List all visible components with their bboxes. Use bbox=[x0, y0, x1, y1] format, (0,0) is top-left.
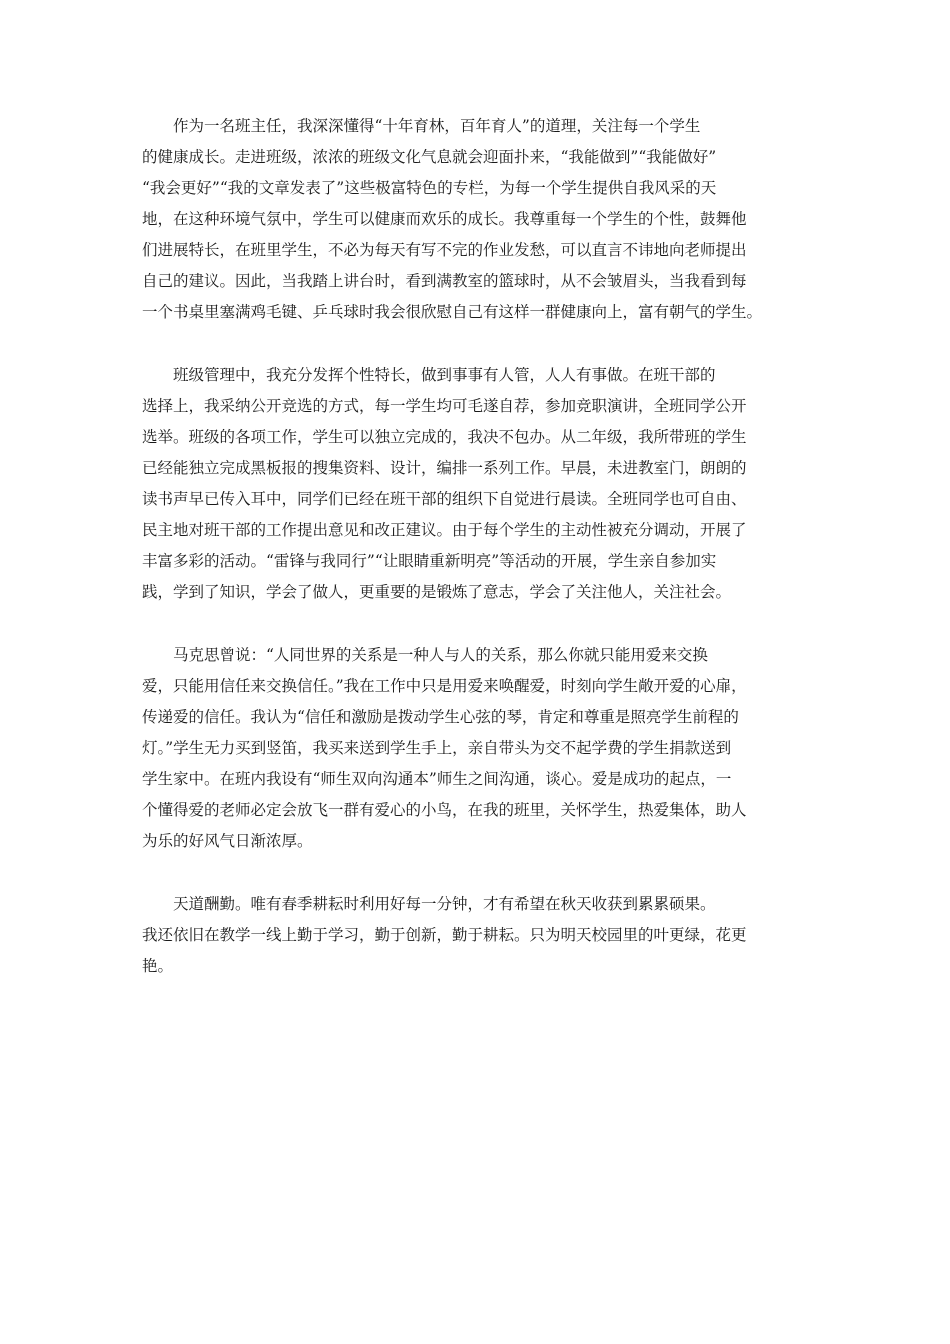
paragraph-diligence: 天道酬勤。唯有春季耕耘时利用好每一分钟，才有希望在秋天收获到累累硕果。 我还依旧在教学一线上勤于学习，勤于创新，勤于耕耘。只为明天校园里的叶更绿，花更 艳。 bbox=[142, 895, 747, 975]
paragraph-class-culture: 作为一名班主任，我深深懂得“十年育林，百年育人”的道理，关注每一个学生 的健康成长。走进班级，浓浓的班级文化气息就会迎面扑来，“我能做到”“我能做好” “我会更好”“我的文章发表了”这些极富特色的专栏，为每一个学生提供自我风采的天 地，在这种环境气氛中，学生可以健康而欢乐的成长。我尊重每一个学生的个性，鼓舞他 们进展特长，在班里学生，不必为每天有写不完的作业发愁，可以直言不讳地向老师提出 自己的建议。因此，当我踏上讲台时，看到满教室的篮球时，从不会皱眉头，当我看到每 一个书桌里塞满鸡毛键、乒乓球时我会很欣慰自己有这样一群健康向上，富有朝气的学生。 bbox=[142, 117, 763, 321]
paragraph-class-management: 班级管理中，我充分发挥个性特长，做到事事有人管，人人有事做。在班干部的 选择上，我采纳公开竞选的方式，每一学生均可毛遂自荐，参加竞职演讲，全班同学公开 选举。班级的各项工作，学生可以独立完成的，我决不包办。从二年级，我所带班的学生 已经能独立完成黑板报的搜集资料、设计，编排一系列工作。早晨，未进教室门，朗朗的 读书声早已传入耳中，同学们已经在班干部的组织下自觉进行晨读。全班同学也可自由、 民主地对班干部的工作提出意见和改正建议。由于每个学生的主动性被充分调动，开展了 丰富多彩的活动。“雷锋与我同行”“让眼睛重新明亮”等活动的开展，学生亲自参加实 践，学到了知识，学会了做人，更重要的是锻炼了意志，学会了关注他人，关注社会。 bbox=[142, 366, 747, 601]
paragraph-love-and-trust: 马克思曾说：“人同世界的关系是一种人与人的关系，那么你就只能用爱来交换 爱，只能用信任来交换信任。”我在工作中只是用爱来唤醒爱，时刻向学生敞开爱的心扉， 传递爱的信任。我认为“信任和激励是拨动学生心弦的琴，肯定和尊重是照亮学生前程的 灯。”学生无力买到竖笛，我买来送到学生手上，亲自带头为交不起学费的学生捐款送到 学生家中。在班内我设有“师生双向沟通本”师生之间沟通，谈心。爱是成功的起点，一 个懂得爱的老师必定会放飞一群有爱心的小鸟，在我的班里，关怀学生，热爱集体，助人 为乐的好风气日渐浓厚。 bbox=[142, 646, 747, 850]
document-body bbox=[142, 111, 810, 982]
